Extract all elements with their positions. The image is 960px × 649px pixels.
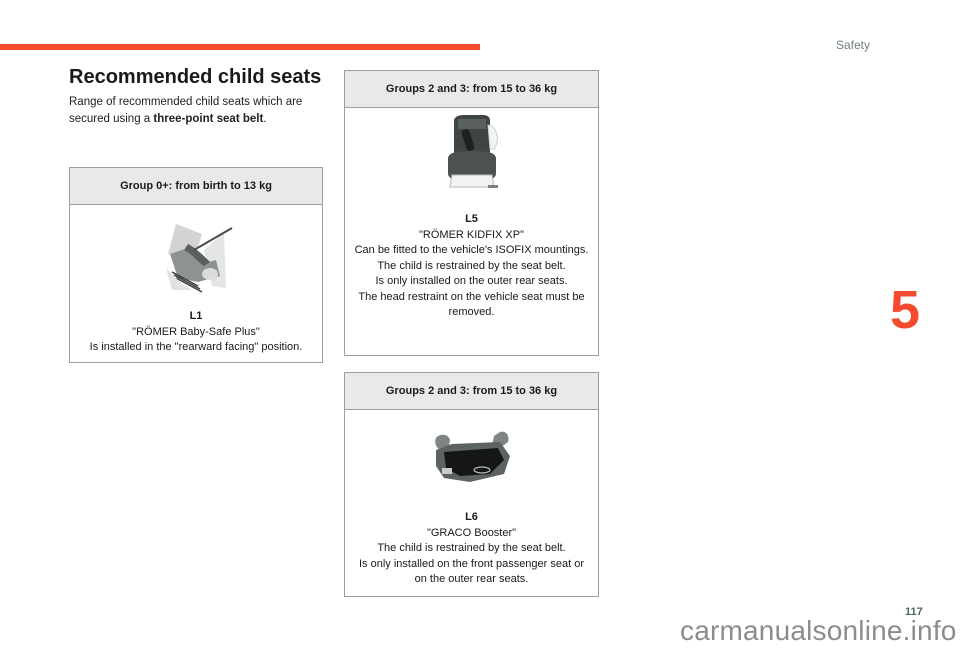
group-header: Groups 2 and 3: from 15 to 36 kg <box>345 71 598 108</box>
chapter-number: 5 <box>890 280 921 340</box>
intro-bold: three-point seat belt <box>153 113 264 125</box>
seat-model: "RÖMER Baby-Safe Plus" <box>132 325 260 338</box>
seat-model: "RÖMER KIDFIX XP" <box>419 228 524 241</box>
booster-cushion-image <box>345 422 598 492</box>
seat-note: The child is restrained by the seat belt. <box>377 259 566 272</box>
rearward-facing-infant-carrier-image <box>70 211 322 303</box>
seat-card-l5 <box>344 70 599 356</box>
seat-note: The child is restrained by the seat belt. <box>377 542 566 554</box>
seat-code: L1 <box>189 310 203 322</box>
high-back-booster-seat-image <box>345 112 598 196</box>
seat-card-l1 <box>69 167 323 363</box>
intro-suffix: . <box>263 113 267 125</box>
seat-card-l6 <box>344 372 599 597</box>
intro-prefix: Range of recommended child seats which are secured using a <box>69 96 303 125</box>
watermark-link[interactable]: carmanualsonline.info <box>680 615 957 646</box>
seat-note: Is only installed on the front passenger seat or on the outer rear seats. <box>358 557 585 585</box>
seat-description <box>70 309 322 356</box>
seat-model: "GRACO Booster" <box>426 526 517 539</box>
group-header: Group 0+: from birth to 13 kg <box>70 168 322 205</box>
seat-note: Is installed in the "rearward facing" position. <box>89 341 303 353</box>
seat-note: Can be fitted to the vehicle's ISOFIX mountings. <box>354 244 589 256</box>
seat-code: L6 <box>465 511 478 523</box>
seat-note: Is only installed on the outer rear seats. <box>375 275 568 287</box>
group-header: Groups 2 and 3: from 15 to 36 kg <box>345 373 598 410</box>
section-label: Safety <box>836 38 871 52</box>
seat-code: L5 <box>465 213 478 225</box>
intro-text <box>69 94 339 128</box>
seat-description <box>345 212 598 321</box>
seat-note: The head restraint on the vehicle seat must be removed. <box>358 290 585 318</box>
seat-description <box>345 510 598 588</box>
header-accent-bar <box>0 44 480 50</box>
page-title: Recommended child seats <box>69 66 322 88</box>
page-number: 117 <box>905 606 923 618</box>
